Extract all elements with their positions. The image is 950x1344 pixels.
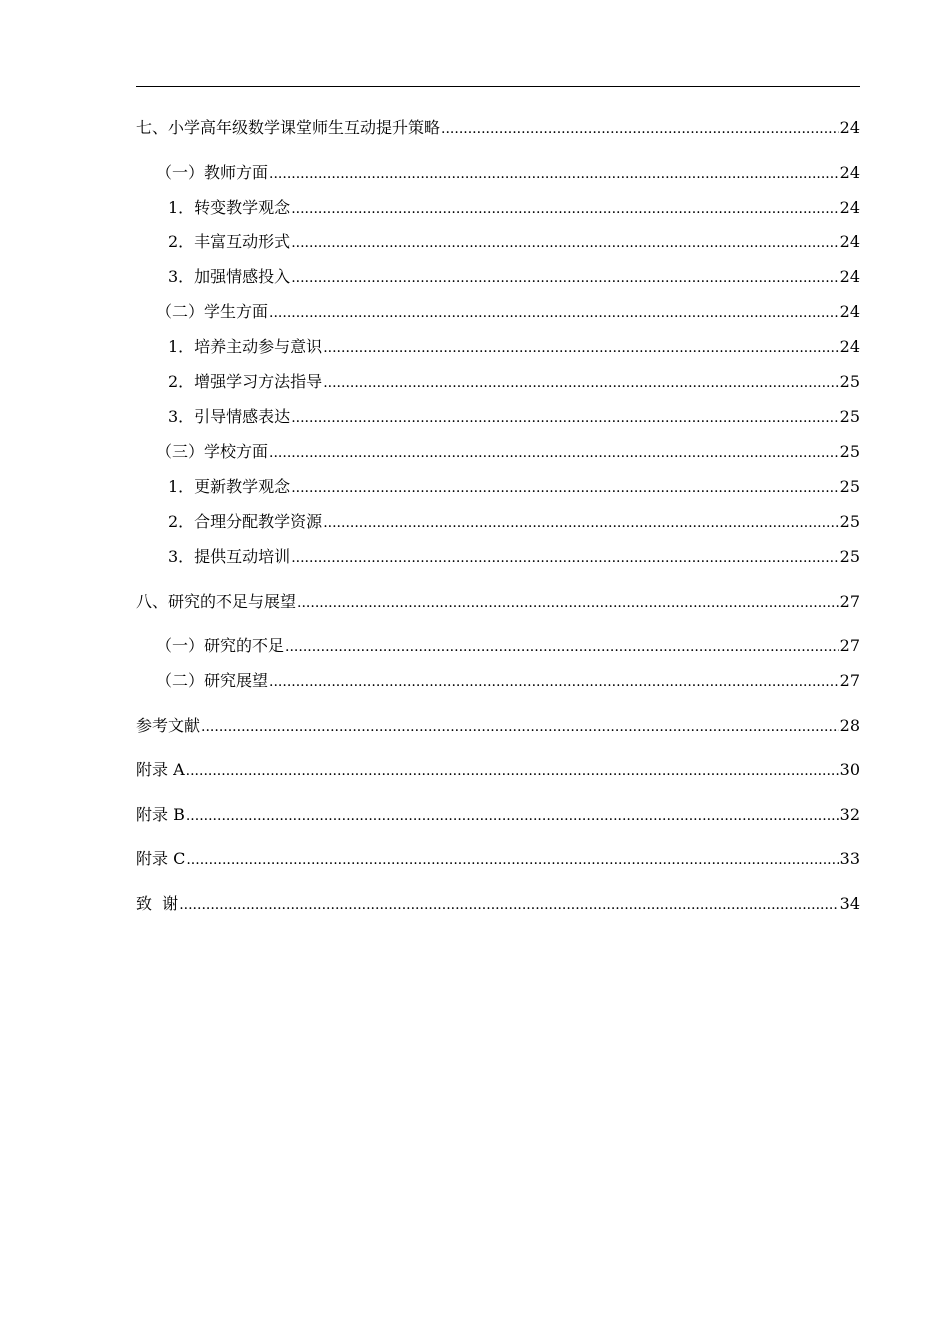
toc-dot-leader: [291, 406, 838, 430]
toc-entry-subsection[interactable]: [136, 265, 860, 289]
toc-entry-section[interactable]: [136, 161, 860, 185]
toc-dot-leader: [201, 715, 839, 739]
toc-entry-page: 24: [839, 302, 860, 321]
toc-entry-page: 24: [839, 198, 860, 217]
toc-entry-subsection[interactable]: [136, 335, 860, 359]
toc-entry-title: （二）研究展望: [156, 671, 269, 690]
toc-entry-chapter-7[interactable]: [136, 116, 860, 140]
toc-entry-appendix-a[interactable]: [136, 758, 860, 782]
toc-dot-leader: [269, 301, 839, 325]
toc-entry-title: 附录 C: [136, 849, 186, 868]
toc-entry-section[interactable]: [136, 634, 860, 658]
toc-entry-page: 27: [839, 592, 860, 611]
toc-entry-title: （三）学校方面: [156, 442, 269, 461]
toc-entry-subsection[interactable]: [136, 405, 860, 429]
toc-entry-page: 27: [839, 671, 860, 690]
toc-entry-title: 参考文献: [136, 716, 201, 735]
toc-entry-subsection[interactable]: [136, 230, 860, 254]
toc-dot-leader: [297, 591, 839, 615]
toc-entry-appendix-b[interactable]: [136, 803, 860, 827]
toc-entry-page: 30: [839, 760, 860, 779]
toc-dot-leader: [323, 336, 838, 360]
toc-entry-subsection[interactable]: [136, 510, 860, 534]
toc-entry-title: 致 谢: [136, 894, 179, 913]
toc-dot-leader: [186, 759, 839, 783]
toc-dot-leader: [179, 893, 838, 917]
toc-dot-leader: [186, 804, 839, 828]
toc-entry-acknowledgements[interactable]: [136, 892, 860, 916]
toc-entry-title: 七、小学高年级数学课堂师生互动提升策略: [136, 118, 441, 137]
toc-dot-leader: [291, 266, 838, 290]
toc-dot-leader: [269, 162, 839, 186]
toc-entry-title: （一）研究的不足: [156, 636, 285, 655]
toc-dot-leader: [291, 476, 838, 500]
toc-entry-title: （二）学生方面: [156, 302, 269, 321]
toc-entry-subsection[interactable]: [136, 196, 860, 220]
toc-entry-appendix-c[interactable]: [136, 847, 860, 871]
toc-entry-page: 33: [839, 849, 860, 868]
toc-entry-title: 1．培养主动参与意识: [168, 337, 323, 356]
toc-dot-leader: [291, 231, 838, 255]
toc-entry-references[interactable]: [136, 714, 860, 738]
toc-entry-page: 32: [839, 805, 860, 824]
toc-entry-page: 34: [839, 894, 860, 913]
toc-entry-title: （一）教师方面: [156, 163, 269, 182]
toc-entry-title: 2．丰富互动形式: [168, 232, 291, 251]
toc-entry-section[interactable]: [136, 669, 860, 693]
toc-entry-page: 25: [839, 512, 860, 531]
toc-dot-leader: [269, 441, 839, 465]
toc-entry-page: 25: [839, 477, 860, 496]
toc-entry-section[interactable]: [136, 300, 860, 324]
toc-entry-title: 3．提供互动培训: [168, 547, 291, 566]
toc-entry-title: 八、研究的不足与展望: [136, 592, 297, 611]
toc-entry-page: 24: [839, 232, 860, 251]
toc-entry-page: 24: [839, 337, 860, 356]
toc-entry-title: 1．更新教学观念: [168, 477, 291, 496]
toc-entry-page: 25: [839, 372, 860, 391]
toc-entry-page: 27: [839, 636, 860, 655]
toc-entry-page: 28: [839, 716, 860, 735]
toc-entry-title: 3．引导情感表达: [168, 407, 291, 426]
toc-dot-leader: [323, 371, 838, 395]
toc-dot-leader: [186, 848, 838, 872]
toc-entry-title: 2．合理分配教学资源: [168, 512, 323, 531]
toc-dot-leader: [291, 197, 838, 221]
toc-entry-page: 25: [839, 407, 860, 426]
toc-entry-title: 1．转变教学观念: [168, 198, 291, 217]
toc-entry-title: 3．加强情感投入: [168, 267, 291, 286]
toc-dot-leader: [441, 117, 839, 141]
toc-entry-title: 附录 A: [136, 760, 185, 779]
toc-entry-page: 25: [839, 442, 860, 461]
toc-dot-leader: [285, 635, 839, 659]
toc-entry-subsection[interactable]: [136, 475, 860, 499]
toc-dot-leader: [291, 546, 838, 570]
toc-entry-page: 24: [839, 267, 860, 286]
toc-entry-title: 附录 B: [136, 805, 185, 824]
toc-entry-page: 25: [839, 547, 860, 566]
header-rule: [136, 86, 860, 87]
toc-entry-title: 2．增强学习方法指导: [168, 372, 323, 391]
toc-entry-page: 24: [839, 118, 860, 137]
toc-entry-subsection[interactable]: [136, 370, 860, 394]
toc-dot-leader: [269, 670, 839, 694]
toc-entry-chapter-8[interactable]: [136, 590, 860, 614]
toc-entry-subsection[interactable]: [136, 545, 860, 569]
toc-entry-section[interactable]: [136, 440, 860, 464]
toc-dot-leader: [323, 511, 838, 535]
toc-entry-page: 24: [839, 163, 860, 182]
